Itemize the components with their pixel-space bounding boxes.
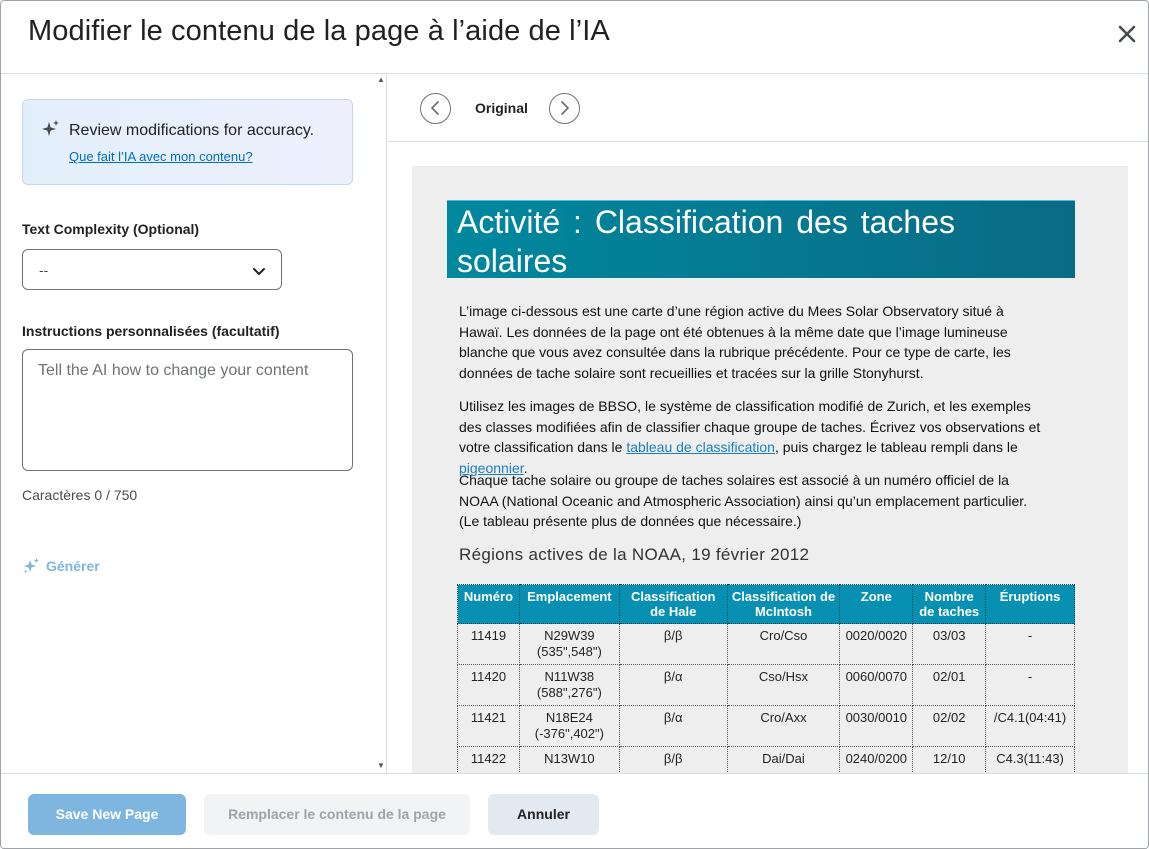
ai-info-link[interactable]: Que fait l’IA avec mon contenu? <box>69 149 253 164</box>
activity-banner <box>447 200 1075 278</box>
table-subheading: Régions actives de la NOAA, 19 février 2012 <box>459 545 810 564</box>
version-label: Original <box>475 100 528 116</box>
table-cell: 02/02 <box>913 706 986 747</box>
sparkle-icon <box>22 557 40 575</box>
table-cell: β/α <box>619 706 727 747</box>
table-cell: - <box>986 624 1075 665</box>
chevron-right-icon <box>558 101 571 115</box>
table-cell: β/β <box>619 624 727 665</box>
close-icon <box>1112 19 1142 49</box>
active-regions-table <box>457 584 1075 773</box>
table-row <box>458 747 1075 774</box>
table-cell: β/α <box>619 665 727 706</box>
table-cell: 02/01 <box>913 665 986 706</box>
close-button[interactable] <box>1112 19 1142 49</box>
instructions-label: Instructions personnalisées (facultatif) <box>22 323 280 339</box>
table-row <box>458 665 1075 706</box>
table-cell: 0240/0200 <box>840 747 913 774</box>
scroll-up-arrow-icon[interactable]: ▲ <box>377 75 385 84</box>
character-counter: Caractères 0 / 750 <box>22 487 138 503</box>
column-header: Zone <box>840 585 913 624</box>
intro-paragraph: L’image ci-dessous est une carte d’une région active du Mees Solar Observatory situé à Hawaï. Les données de la page ont été obtenues à la même date que l’image lumineuse blanche que vous avez consultée dans la rubrique précédente. Pour ce type de carte, les données de tache solaire sont recueillies et tracées sur la grille Stonyhurst. <box>459 303 1011 381</box>
table-cell: 0060/0070 <box>840 665 913 706</box>
paragraph-text: . <box>523 459 528 476</box>
complexity-label: Text Complexity (Optional) <box>22 221 200 237</box>
table-cell: N13W10 <box>519 747 619 774</box>
generate-label: Générer <box>46 558 100 574</box>
table-cell: 03/03 <box>913 624 986 665</box>
table-cell: β/β <box>619 747 727 774</box>
alert-message: Review modifications for accuracy. <box>69 122 315 139</box>
table-header-row <box>458 585 1075 624</box>
dialog-header <box>1 1 1148 74</box>
content-preview[interactable] <box>412 166 1128 773</box>
instructions-paragraph <box>459 396 1049 478</box>
dialog-title: Modifier le contenu de la page à l’aide de l’IA <box>28 15 610 47</box>
table-cell: Dai/Dai <box>727 747 840 774</box>
previous-version-button[interactable] <box>420 93 451 124</box>
save-new-page-button[interactable]: Save New Page <box>28 794 186 835</box>
table-cell: Cso/Hsx <box>727 665 840 706</box>
table-row <box>458 624 1075 665</box>
cancel-button[interactable]: Annuler <box>488 794 599 835</box>
complexity-value: -- <box>39 262 49 278</box>
table-cell: 11419 <box>458 624 520 665</box>
classification-table-link[interactable]: tableau de classification <box>626 439 775 455</box>
column-header: Classification de Hale <box>619 585 727 624</box>
column-header: Numéro <box>458 585 520 624</box>
version-nav <box>388 75 1148 142</box>
table-cell: 11422 <box>458 747 520 774</box>
table-cell: 0030/0010 <box>840 706 913 747</box>
chevron-left-icon <box>429 101 442 115</box>
dropbox-link[interactable]: pigeonnier <box>459 459 524 476</box>
options-panel[interactable] <box>1 75 387 773</box>
table-cell: N29W39 (535",548") <box>519 624 619 665</box>
sparkle-icon <box>40 119 60 139</box>
table-cell: 11420 <box>458 665 520 706</box>
noaa-paragraph: Chaque tache solaire ou groupe de taches solaires est associé à un numéro officiel de la NOAA (National Oceanic and Atmospheric Association) ainsi qu’un emplacement particulier. (Le tableau présente plus de données que nécessaire.) <box>459 472 1028 529</box>
column-header: Éruptions <box>986 585 1075 624</box>
paragraph-text: Utilisez les images de BBSO, le système de classification modifié de Zurich, et les exemples des classes modifiées afin de classifier chaque groupe de taches. Écrivez vos observations et votre classification dans le <box>459 398 1041 455</box>
accuracy-alert <box>22 99 353 185</box>
chevron-down-icon <box>251 263 267 279</box>
table-cell: Cro/Cso <box>727 624 840 665</box>
instructions-placeholder: Tell the AI how to change your content <box>38 362 309 379</box>
table-cell: N11W38 (588",276") <box>519 665 619 706</box>
instructions-input[interactable] <box>22 349 353 471</box>
table-cell: 11421 <box>458 706 520 747</box>
paragraph-text: , puis chargez le tableau rempli dans le <box>774 439 1018 455</box>
column-header: Emplacement <box>519 585 619 624</box>
table-cell: /C4.1(04:41) <box>986 706 1075 747</box>
next-version-button[interactable] <box>549 93 580 124</box>
complexity-select[interactable] <box>22 249 282 290</box>
column-header: Classification de McIntosh <box>727 585 840 624</box>
replace-content-button[interactable]: Remplacer le contenu de la page <box>204 794 470 835</box>
table-cell: N18E24 (-376",402") <box>519 706 619 747</box>
column-header: Nombre de taches <box>913 585 986 624</box>
dialog-footer <box>1 773 1148 849</box>
table-cell: - <box>986 665 1075 706</box>
table-row <box>458 706 1075 747</box>
table-cell: Cro/Axx <box>727 706 840 747</box>
preview-panel <box>388 75 1148 773</box>
scroll-down-arrow-icon[interactable]: ▼ <box>377 761 385 770</box>
activity-heading: Activité : Classification des taches solaires <box>457 204 955 279</box>
table-cell: 0020/0020 <box>840 624 913 665</box>
table-cell: 12/10 <box>913 747 986 774</box>
table-cell: C4.3(11:43) <box>986 747 1075 774</box>
